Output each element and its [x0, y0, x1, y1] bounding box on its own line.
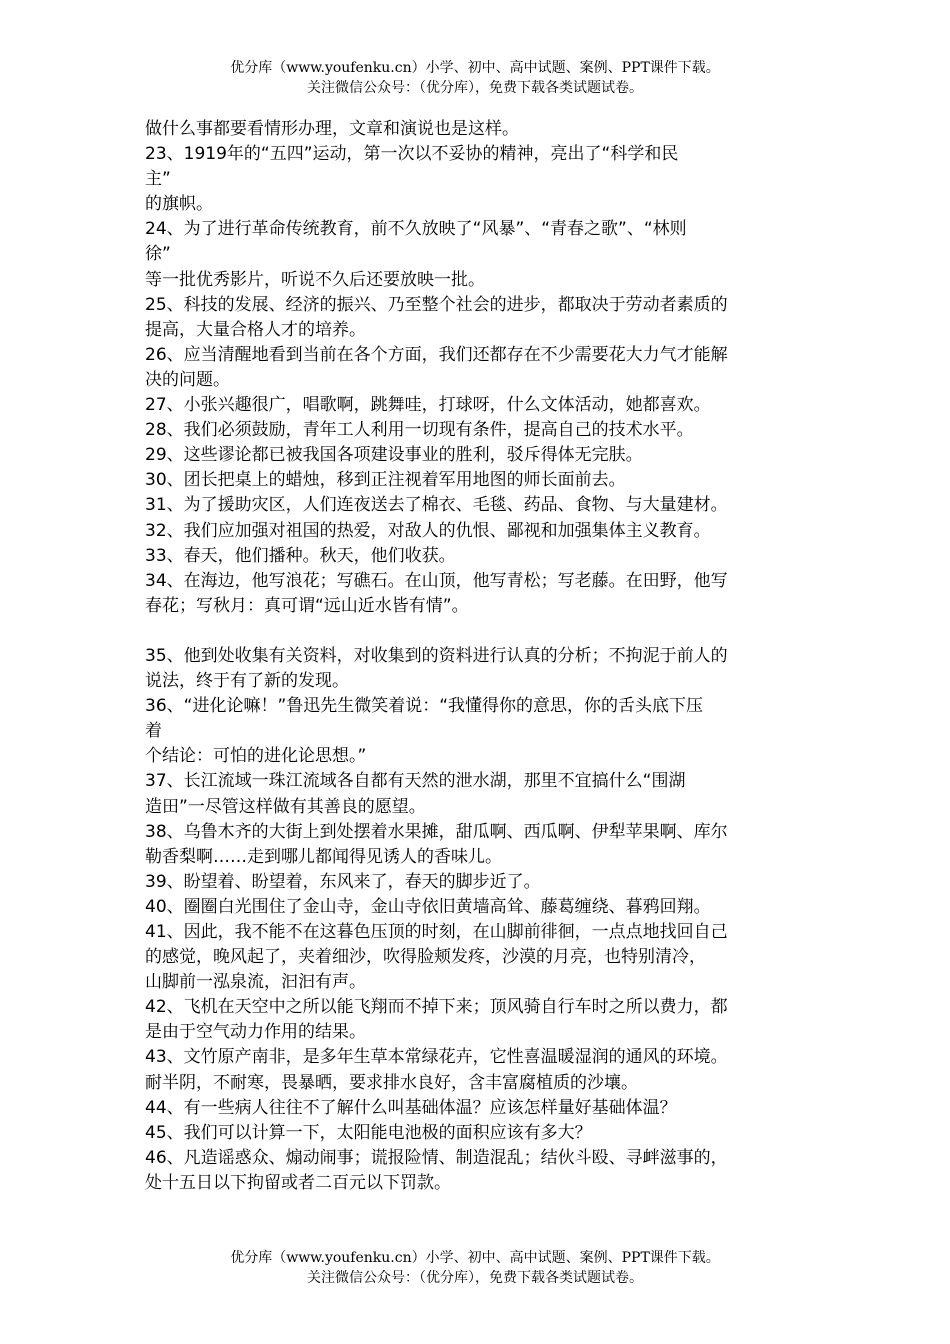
text-line: 34、在海边，他写浪花；写礁石。在山顶，他写青松；写老藤。在田野，他写	[145, 570, 728, 591]
text-line: 39、盼望着、盼望着，东风来了，春天的脚步近了。	[145, 871, 541, 892]
text-line: 个结论：可怕的进化论思想。”	[145, 746, 367, 767]
header-line-2: 关注微信公众号：（优分库），免费下载各类试题试卷。	[307, 80, 643, 96]
text-line: 处十五日以下拘留或者二百元以下罚款。	[145, 1172, 451, 1193]
footer-line-1: 优分库（www.youfenku.cn）小学、初中、高中试题、案例、PPT课件下载。	[230, 1250, 720, 1266]
text-line: 28、我们必须鼓励，青年工人利用一切现有条件，提高自己的技术水平。	[145, 420, 694, 441]
footer-line-2: 关注微信公众号：（优分库），免费下载各类试题试卷。	[307, 1270, 643, 1286]
text-line: 造田”一尽管这样做有其善良的愿望。	[145, 796, 426, 817]
text-line: 做什么事都要看情形办理，文章和演说也是这样。	[145, 119, 519, 139]
text-line: 46、凡造谣惑众、煽动闹事；谎报险情、制造混乱；结伙斗殴、寻衅滋事的，	[145, 1147, 728, 1168]
text-line: 30、团长把桌上的蜡烛，移到正注视着军用地图的师长面前去。	[145, 470, 626, 491]
text-line: 38、乌鲁木齐的大街上到处摆着水果摊，甜瓜啊、西瓜啊、伊犁苹果啊、库尔	[145, 821, 728, 842]
text-line: 是由于空气动力作用的结果。	[145, 1022, 366, 1043]
text-line: 44、有一些病人往往不了解什么叫基础体温？应该怎样量好基础体温？	[145, 1097, 677, 1118]
text-line: 的旗帜。	[145, 194, 213, 215]
text-line: 29、这些谬论都已被我国各项建设事业的胜利，驳斥得体无完肤。	[145, 445, 643, 466]
text-line: 的感觉，晚风起了，夹着细沙，吹得脸颊发疼，沙漠的月亮，也特别清冷，	[145, 947, 706, 968]
text-line: 等一批优秀影片，听说不久后还要放映一批。	[145, 269, 485, 290]
text-line: 主”	[145, 169, 171, 190]
text-line: 提高，大量合格人才的培养。	[145, 319, 366, 340]
text-line: 决的问题。	[145, 369, 230, 390]
text-line: 23、1919年的“五四”运动，第一次以不妥协的精神，亮出了“科学和民	[145, 144, 679, 165]
text-line: 27、小张兴趣很广，唱歌啊，跳舞哇，打球呀，什么文体活动，她都喜欢。	[145, 395, 711, 416]
text-line: 徐”	[145, 244, 171, 265]
text-line: 43、文竹原产南非，是多年生草本常绿花卉，它性喜温暖湿润的通风的环境。	[145, 1047, 728, 1068]
text-line: 35、他到处收集有关资料，对收集到的资料进行认真的分析；不拘泥于前人的	[145, 645, 728, 666]
text-line: 26、应当清醒地看到当前在各个方面，我们还都存在不少需要花大力气才能解	[145, 344, 728, 365]
text-line: 36、“进化论嘛！”鲁迅先生微笑着说：“我懂得你的意思，你的舌头底下压	[145, 696, 704, 717]
text-line: 33、春天，他们播种。秋天，他们收获。	[145, 545, 456, 566]
text-line: 41、因此，我不能不在这暮色压顶的时刻，在山脚前徘徊，一点点地找回自己	[145, 922, 728, 942]
text-line: 25、科技的发展、经济的振兴、乃至整个社会的进步，都取决于劳动者素质的	[145, 294, 728, 315]
text-line: 着	[145, 721, 162, 742]
text-line: 31、为了援助灾区，人们连夜送去了棉衣、毛毯、药品、食物、与大量建材。	[145, 495, 728, 516]
text-line: 42、飞机在天空中之所以能飞翔而不掉下来；顶风骑自行车时之所以费力，都	[145, 997, 728, 1018]
text-line: 32、我们应加强对祖国的热爱，对敌人的仇恨、鄙视和加强集体主义教育。	[145, 520, 711, 541]
text-line: 37、长江流域一珠江流域各自都有天然的泄水湖，那里不宜搞什么“围湖	[145, 771, 686, 792]
text-line: 45、我们可以计算一下，太阳能电池极的面积应该有多大？	[145, 1122, 592, 1143]
text-line: 24、为了进行革命传统教育，前不久放映了“风暴”、“青春之歌”、“林则	[145, 219, 687, 240]
page-footer	[0, 1248, 950, 1288]
page-header	[0, 58, 950, 98]
text-line: 山脚前一泓泉流，汩汩有声。	[145, 972, 366, 993]
header-line-1: 优分库（www.youfenku.cn）小学、初中、高中试题、案例、PPT课件下载。	[230, 60, 720, 76]
text-line: 春花；写秋月：真可谓“远山近水皆有情”。	[145, 595, 469, 616]
text-line: 说法，终于有了新的发现。	[145, 671, 349, 692]
text-line: 勒香梨啊……走到哪儿都闻得见诱人的香味儿。	[145, 846, 502, 867]
text-line: 40、圈圈白光围住了金山寺，金山寺依旧黄墙高耸、藤葛缠绕、暮鸦回翔。	[145, 896, 711, 917]
document-body	[145, 117, 805, 1196]
text-line	[145, 619, 805, 644]
text-line: 耐半阴，不耐寒，畏暴晒，要求排水良好，含丰富腐植质的沙壤。	[145, 1072, 638, 1093]
